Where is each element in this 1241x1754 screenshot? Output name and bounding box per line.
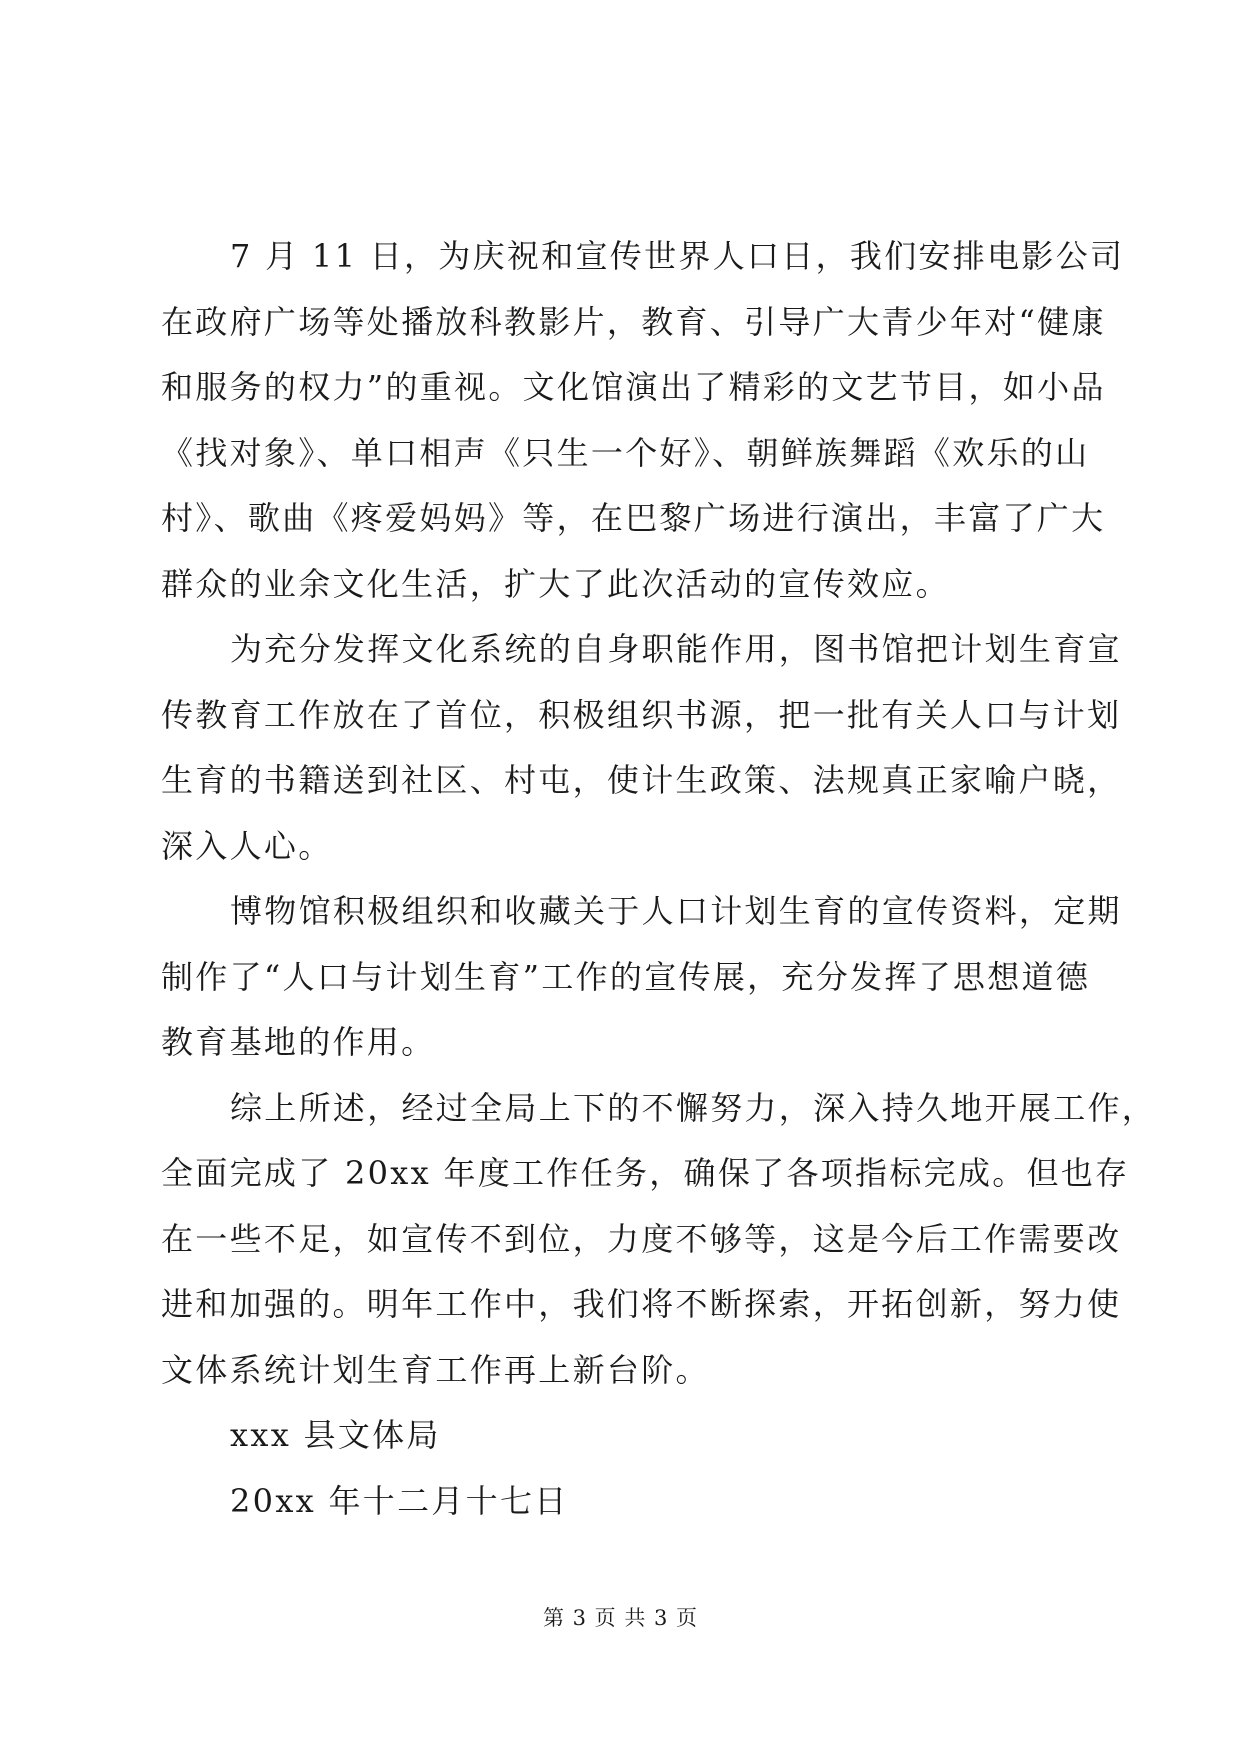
paragraph xyxy=(161,879,1122,1076)
document-body xyxy=(161,224,1157,1534)
text-line: 综上所述，经过全局上下的不懈努力，深入持久地开展工作， xyxy=(230,1088,1157,1127)
text-line: 进和加强的。明年工作中，我们将不断探索，开拓创新，努力使 xyxy=(161,1285,1122,1323)
paragraph xyxy=(161,1076,1157,1404)
text-line: 在政府广场等处播放科教影片，教育、引导广大青少年对“健康 xyxy=(161,302,1106,341)
text-line: 7 月 11 日，为庆祝和宣传世界人口日，我们安排电影公司 xyxy=(230,237,1125,275)
signature-block xyxy=(161,1403,1081,1534)
text-line: 生育的书籍送到社区、村屯，使计生政策、法规真正家喻户晓， xyxy=(161,761,1122,799)
text-line: 群众的业余文化生活，扩大了此次活动的宣传效应。 xyxy=(161,564,950,603)
signature-date: 20xx 年十二月十七日 xyxy=(230,1481,569,1520)
text-line: 和服务的权力”的重视。文化馆演出了精彩的文艺节目，如小品 xyxy=(161,368,1106,406)
text-line: 村》、歌曲《疼爱妈妈》等，在巴黎广场进行演出，丰富了广大 xyxy=(161,499,1106,537)
text-line: 传教育工作放在了首位，积极组织书源，把一批有关人口与计划 xyxy=(161,695,1122,734)
paragraph xyxy=(161,224,1125,617)
text-line: 文体系统计划生育工作再上新台阶。 xyxy=(161,1350,710,1389)
text-line: 全面完成了 20xx 年度工作任务，确保了各项指标完成。但也存 xyxy=(161,1154,1130,1192)
text-line: 深入人心。 xyxy=(161,826,333,865)
text-line: 教育基地的作用。 xyxy=(161,1023,436,1061)
signature-organization: xxx 县文体局 xyxy=(230,1416,441,1454)
text-line: 为充分发挥文化系统的自身职能作用，图书馆把计划生育宣 xyxy=(230,630,1122,668)
text-line: 制作了“人口与计划生育”工作的宣传展，充分发挥了思想道德 xyxy=(161,957,1091,996)
text-line: 在一些不足，如宣传不到位，力度不够等，这是今后工作需要改 xyxy=(161,1219,1122,1258)
text-line: 《找对象》、单口相声《只生一个好》、朝鲜族舞蹈《欢乐的山 xyxy=(161,433,1090,472)
paragraph xyxy=(161,617,1122,879)
text-line: 博物馆积极组织和收藏关于人口计划生育的宣传资料，定期 xyxy=(230,892,1122,930)
page-number-footer: 第 3 页 共 3 页 xyxy=(542,1606,699,1630)
